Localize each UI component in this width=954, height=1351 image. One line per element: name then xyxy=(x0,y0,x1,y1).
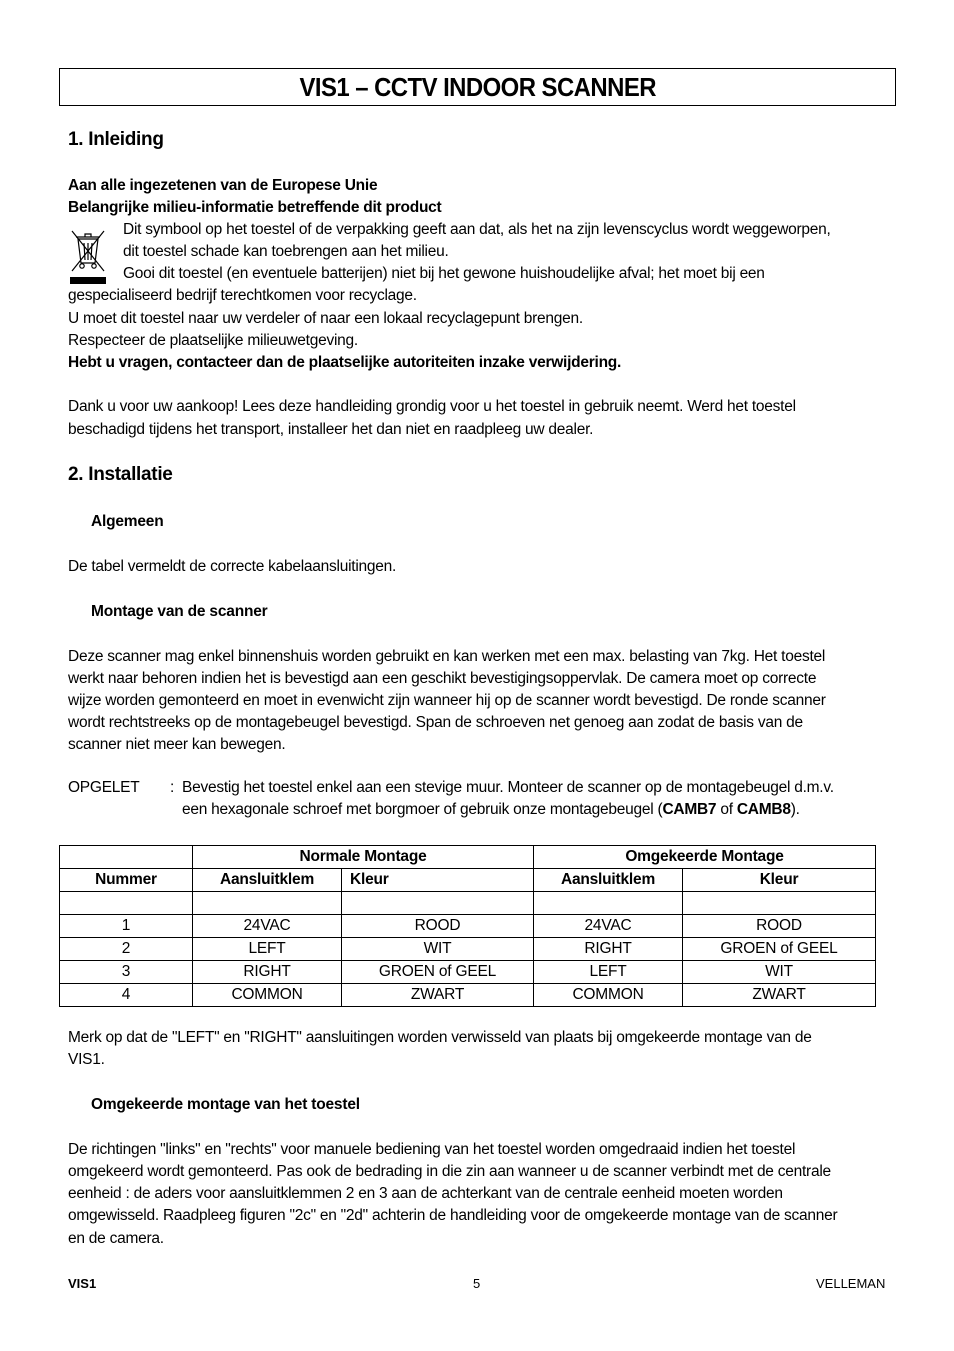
weee-text-line-2: dit toestel schade kan toebrengen aan het milieu. xyxy=(123,243,449,260)
header-kleur-normal: Kleur xyxy=(342,869,534,892)
montage-line-2: werkt naar behoren indien het is bevestigd aan een geschikt bevestigingsoppervlak. De camera moet op correcte xyxy=(68,670,817,687)
group-reverse-header: Omgekeerde Montage xyxy=(534,846,876,869)
table-cell: WIT xyxy=(342,938,534,961)
footer-page-number: 5 xyxy=(473,1276,481,1291)
weee-text-line-5: U moet dit toestel naar uw verdeler of naar een lokaal recyclagepunt brengen. xyxy=(68,310,583,327)
page-title: VIS1 – CCTV INDOOR SCANNER xyxy=(299,72,656,102)
table-cell: ROOD xyxy=(342,915,534,938)
note-line-2-end: ). xyxy=(790,801,800,818)
table-header-row xyxy=(60,869,876,892)
table-cell: RIGHT xyxy=(534,938,683,961)
table-cell: GROEN of GEEL xyxy=(342,961,534,984)
table-empty-cell xyxy=(342,892,534,915)
table-cell: RIGHT xyxy=(193,961,342,984)
weee-text-line-4: gespecialiseerd bedrijf terechtkomen voor recyclage. xyxy=(68,287,417,304)
montage-line-5: scanner niet meer kan bewegen. xyxy=(68,736,286,753)
weee-text-line-1: Dit symbool op het toestel of de verpakking geeft aan dat, als het na zijn levenscyclus wordt weggeworpen, xyxy=(123,221,831,238)
table-spacer-row xyxy=(60,892,876,915)
note-label: OPGELET xyxy=(68,779,140,796)
table-row xyxy=(60,915,876,938)
after-table-line-1: Merk op dat de "LEFT" en "RIGHT" aansluitingen worden verwisseld van plaats bij omgekeerde montage van de xyxy=(68,1029,812,1046)
reverse-line-2: omgekeerd wordt gemonteerd. Pas ook de bedrading in die zin aan wanneer u de scanner verbindt met de centrale xyxy=(68,1163,831,1180)
subheading-algemeen: Algemeen xyxy=(91,513,164,530)
footer-brand: VELLEMAN xyxy=(816,1276,886,1291)
contact-authorities-text: Hebt u vragen, contacteer dan de plaatselijke autoriteiten inzake verwijdering. xyxy=(68,354,622,371)
table-empty-cell xyxy=(60,846,193,869)
montage-line-1: Deze scanner mag enkel binnenshuis worden gebruikt en kan werken met een max. belasting van 7kg. Het toestel xyxy=(68,648,826,665)
subheading-omgekeerde-montage: Omgekeerde montage van het toestel xyxy=(91,1096,360,1113)
montage-line-3: wijze worden gemonteerd en moet in evenwicht zijn wanneer hij op de scanner wordt bevestigd. De ronde scanner xyxy=(68,692,826,709)
reverse-line-3: eenheid : de aders voor aansluitklemmen 2 en 3 aan de achterkant van de centrale eenheid moeten worden xyxy=(68,1185,783,1202)
table-cell: LEFT xyxy=(534,961,683,984)
algemeen-text: De tabel vermeldt de correcte kabelaansluitingen. xyxy=(68,558,397,575)
table-cell: LEFT xyxy=(193,938,342,961)
note-colon: : xyxy=(170,779,175,796)
table-cell: 3 xyxy=(60,961,193,984)
table-row xyxy=(60,984,876,1007)
table-cell: 1 xyxy=(60,915,193,938)
group-normal-header: Normale Montage xyxy=(193,846,534,869)
reverse-line-4: omgewisseld. Raadpleeg figuren "2c" en "2d" achterin de handleiding voor de omgekeerde montage van de scanner xyxy=(68,1207,838,1224)
header-aansluitklem-normal: Aansluitklem xyxy=(193,869,342,892)
note-line-2 xyxy=(182,799,800,821)
environment-info-heading: Belangrijke milieu-informatie betreffende dit product xyxy=(68,199,442,216)
table-empty-cell xyxy=(683,892,876,915)
table-cell: 2 xyxy=(60,938,193,961)
table-empty-cell xyxy=(60,892,193,915)
header-nummer: Nummer xyxy=(60,869,193,892)
table-cell: ZWART xyxy=(683,984,876,1007)
product-code-camb8: CAMB8 xyxy=(736,801,791,818)
table-row xyxy=(60,961,876,984)
subheading-montage: Montage van de scanner xyxy=(91,603,268,620)
connection-table xyxy=(59,845,876,1007)
table-cell: COMMON xyxy=(534,984,683,1007)
weee-bin-icon xyxy=(66,225,110,287)
header-kleur-reverse: Kleur xyxy=(683,869,876,892)
table-cell: GROEN of GEEL xyxy=(683,938,876,961)
reverse-line-5: en de camera. xyxy=(68,1230,164,1247)
table-row xyxy=(60,938,876,961)
note-line-2-or: of xyxy=(716,801,737,818)
note-line-1: Bevestig het toestel enkel aan een stevige muur. Monteer de scanner op de montagebeugel d.m.v. xyxy=(182,779,834,796)
thanks-line-1: Dank u voor uw aankoop! Lees deze handleiding grondig voor u het toestel in gebruik neemt. Werd het toestel xyxy=(68,398,796,415)
section-heading-installatie: 2. Installatie xyxy=(68,464,173,485)
title-box xyxy=(59,68,896,106)
table-empty-cell xyxy=(534,892,683,915)
footer-model: VIS1 xyxy=(68,1276,97,1291)
weee-text-line-6: Respecteer de plaatselijke milieuwetgeving. xyxy=(68,332,358,349)
after-table-line-2: VIS1. xyxy=(68,1051,105,1068)
note-line-2-text: een hexagonale schroef met borgmoer of gebruik onze montagebeugel ( xyxy=(182,801,663,818)
table-cell: COMMON xyxy=(193,984,342,1007)
product-code-camb7: CAMB7 xyxy=(662,801,717,818)
section-heading-inleiding: 1. Inleiding xyxy=(68,129,164,150)
eu-residents-heading: Aan alle ingezetenen van de Europese Unie xyxy=(68,177,378,194)
table-group-row xyxy=(60,846,876,869)
header-aansluitklem-reverse: Aansluitklem xyxy=(534,869,683,892)
table-empty-cell xyxy=(193,892,342,915)
weee-text-line-3: Gooi dit toestel (en eventuele batterijen) niet bij het gewone huishoudelijke afval; het moet bij een xyxy=(123,265,765,282)
table-cell: 24VAC xyxy=(193,915,342,938)
reverse-line-1: De richtingen "links" en "rechts" voor manuele bediening van het toestel worden omgedraaid indien het toestel xyxy=(68,1141,796,1158)
table-cell: ROOD xyxy=(683,915,876,938)
table-cell: ZWART xyxy=(342,984,534,1007)
table-cell: WIT xyxy=(683,961,876,984)
table-cell: 24VAC xyxy=(534,915,683,938)
montage-line-4: wordt rechtstreeks op de montagebeugel bevestigd. Span de schroeven net genoeg aan zodat de basis van de xyxy=(68,714,803,731)
thanks-line-2: beschadigd tijdens het transport, installeer het dan niet en raadpleeg uw dealer. xyxy=(68,421,594,438)
table-cell: 4 xyxy=(60,984,193,1007)
